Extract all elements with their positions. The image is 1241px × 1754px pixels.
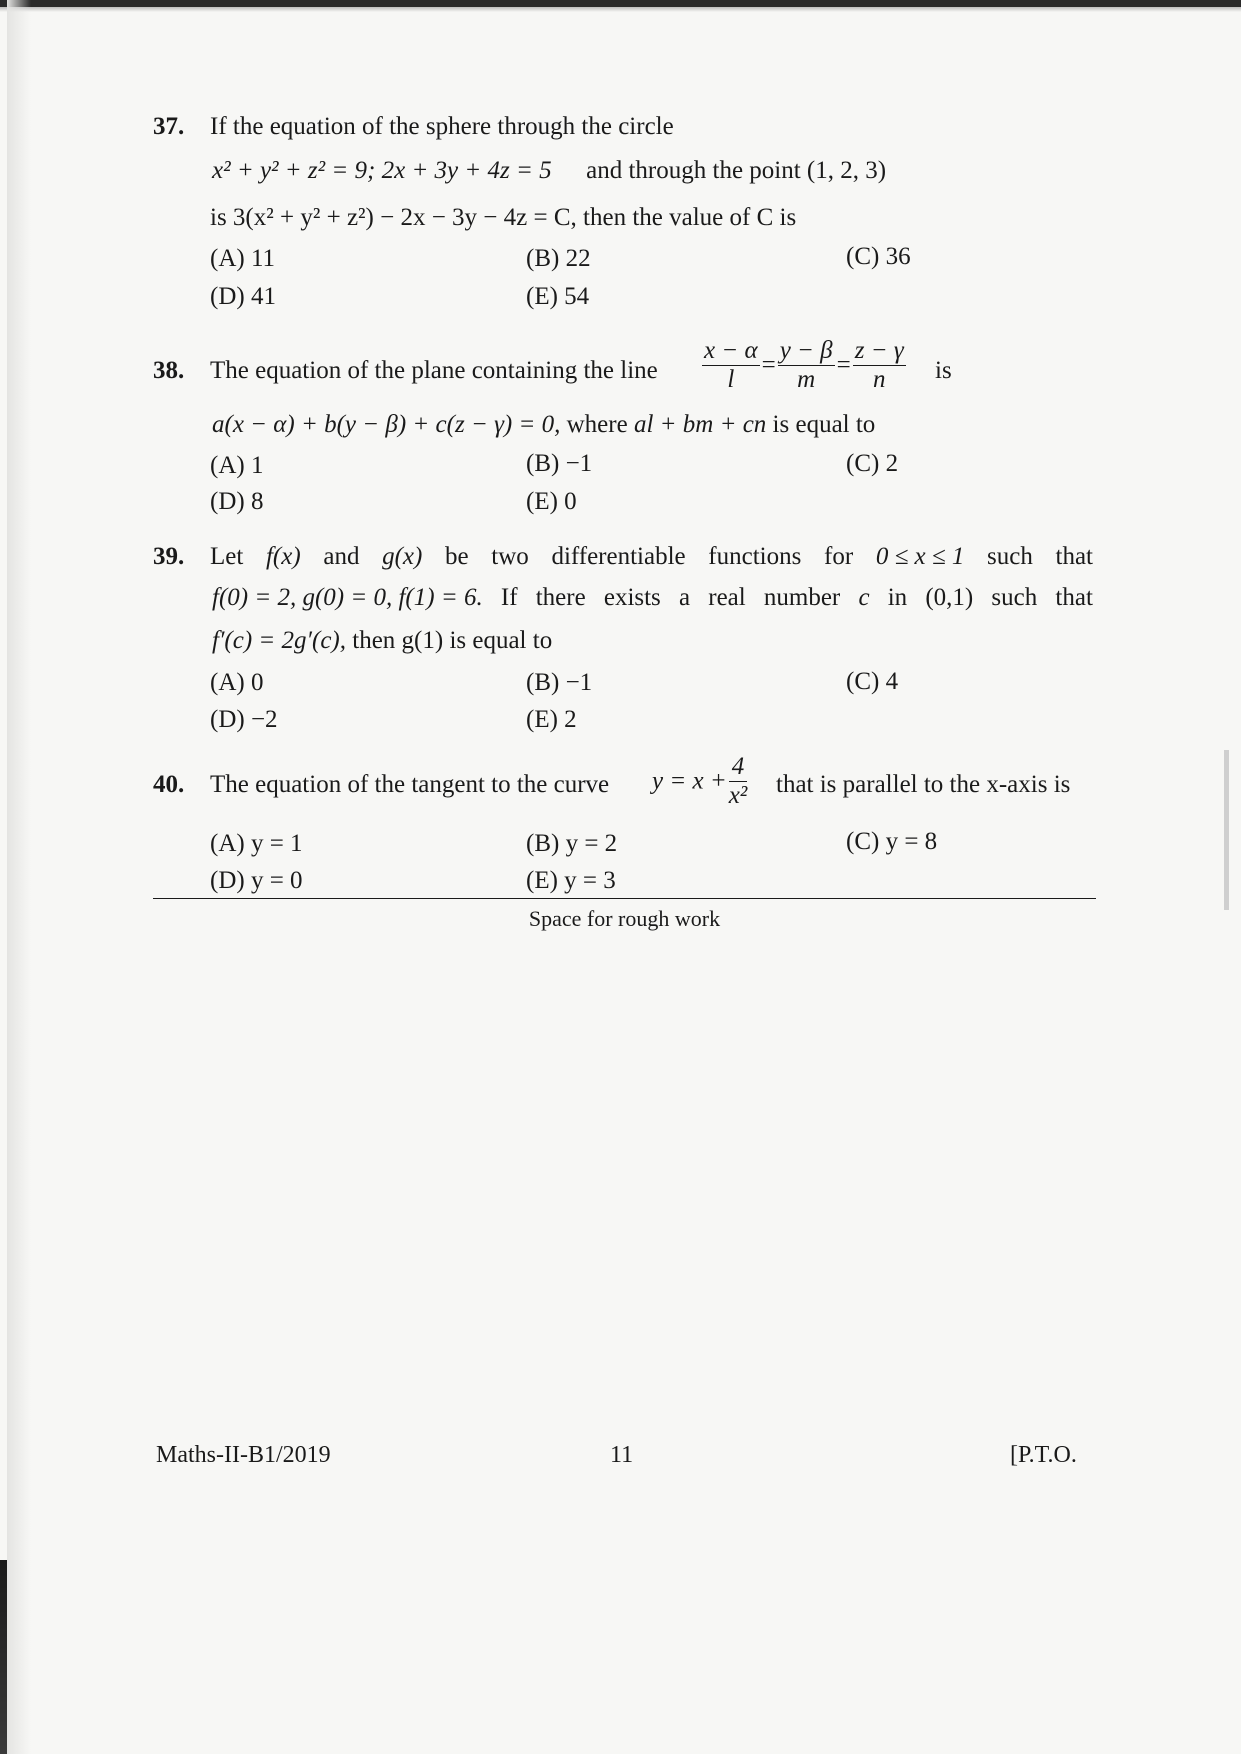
q39-option-a: (A) 0 bbox=[210, 669, 264, 696]
q39-option-c: (C) 4 bbox=[846, 668, 899, 695]
rough-work-divider bbox=[153, 898, 1096, 899]
scan-top-edge bbox=[0, 0, 1241, 7]
q40-lead: The equation of the tangent to the curve bbox=[210, 771, 610, 798]
q37-option-c: (C) 36 bbox=[846, 243, 911, 270]
scan-right-mark bbox=[1224, 750, 1229, 910]
q37-sphere-equation: is 3(x² + y² + z²) − 2x − 3y − 4z = C, bbox=[210, 204, 577, 231]
q40-option-b: (B) y = 2 bbox=[526, 830, 618, 857]
q40-tail: that is parallel to the x-axis is bbox=[776, 771, 1071, 798]
q37-option-e: (E) 54 bbox=[526, 283, 590, 310]
q38-plane-equation: a(x − α) + b(y − β) + c(z − γ) = 0, bbox=[212, 411, 561, 438]
q39-option-b: (B) −1 bbox=[526, 669, 593, 696]
q37-option-d: (D) 41 bbox=[210, 283, 276, 310]
q39-number: 39. bbox=[153, 543, 185, 570]
q39-option-e: (E) 2 bbox=[526, 706, 577, 733]
q37-option-b: (B) 22 bbox=[526, 245, 591, 272]
q38-expression: al + bm + cn bbox=[633, 411, 767, 438]
q38-option-e: (E) 0 bbox=[526, 488, 577, 515]
q38-option-d: (D) 8 bbox=[210, 488, 264, 515]
q39-derivative-condition: f′(c) = 2g′(c), bbox=[212, 627, 346, 654]
q38-fraction-y: $\frac{y - \beta}{m}$ bbox=[779, 337, 833, 393]
q37-line2 bbox=[212, 156, 886, 186]
q38-lead: The equation of the plane containing the line bbox=[210, 357, 658, 384]
q38-is: is bbox=[935, 357, 952, 384]
scan-left-shadow bbox=[7, 0, 31, 1754]
scan-left-edge bbox=[0, 1560, 7, 1754]
footer-paper-code: Maths-II-B1/2019 bbox=[156, 1442, 331, 1468]
q38-fraction-x: $\frac{x - \alpha}{l}$ bbox=[704, 337, 758, 393]
q40-option-e: (E) y = 3 bbox=[526, 867, 616, 894]
q38-line2: a(x − α) + b(y − β) + c(z − γ) = 0, where al + bm + cn is equal to bbox=[212, 411, 876, 438]
q37-line3 bbox=[210, 203, 796, 233]
q40-curve-equation: y = x + $\frac{4}{\text{x²}}$ bbox=[652, 753, 748, 809]
q37-line1: If the equation of the sphere through the circle bbox=[210, 113, 674, 140]
q39-line2: f(0) = 2, g(0) = 0, f(1) = 6. If there exists a real number c in (0,1) such that bbox=[212, 584, 1093, 611]
q40-option-d: (D) y = 0 bbox=[210, 867, 303, 894]
q38-line-equation: $\frac{x - \alpha}{l}$ = $\frac{y - \beta}{m}$ = $\frac{z - \gamma}{n}$ bbox=[704, 337, 904, 393]
footer-pto: [P.T.O. bbox=[1010, 1442, 1077, 1468]
q38-number: 38. bbox=[153, 357, 185, 384]
scan-top-shadow bbox=[0, 7, 1241, 12]
q38-option-c: (C) 2 bbox=[846, 450, 899, 477]
q37-question-text: then the value of C is bbox=[583, 204, 797, 231]
q37-circle-equation: x² + y² + z² = 9; 2x + 3y + 4z = 5 bbox=[212, 157, 552, 184]
q39-line1: Let f(x) and g(x) be two differentiable functions for 0 ≤ x ≤ 1 such that bbox=[210, 543, 1093, 570]
q38-option-a: (A) 1 bbox=[210, 452, 264, 479]
q39-option-d: (D) −2 bbox=[210, 706, 278, 733]
q40-fraction: $\frac{4}{\text{x²}}$ bbox=[728, 753, 748, 809]
q37-number: 37. bbox=[153, 113, 185, 140]
q38-option-b: (B) −1 bbox=[526, 450, 593, 477]
rough-work-label: Space for rough work bbox=[528, 906, 721, 931]
q40-option-c: (C) y = 8 bbox=[846, 828, 938, 855]
footer-page-number: 11 bbox=[610, 1442, 634, 1468]
q39-line3: f′(c) = 2g′(c), then g(1) is equal to bbox=[212, 627, 553, 654]
q37-option-a: (A) 11 bbox=[210, 245, 276, 272]
q38-fraction-z: $\frac{z - \gamma}{n}$ bbox=[854, 337, 904, 393]
q40-number: 40. bbox=[153, 771, 185, 798]
q37-point-text: and through the point (1, 2, 3) bbox=[586, 157, 887, 184]
q40-option-a: (A) y = 1 bbox=[210, 830, 303, 857]
